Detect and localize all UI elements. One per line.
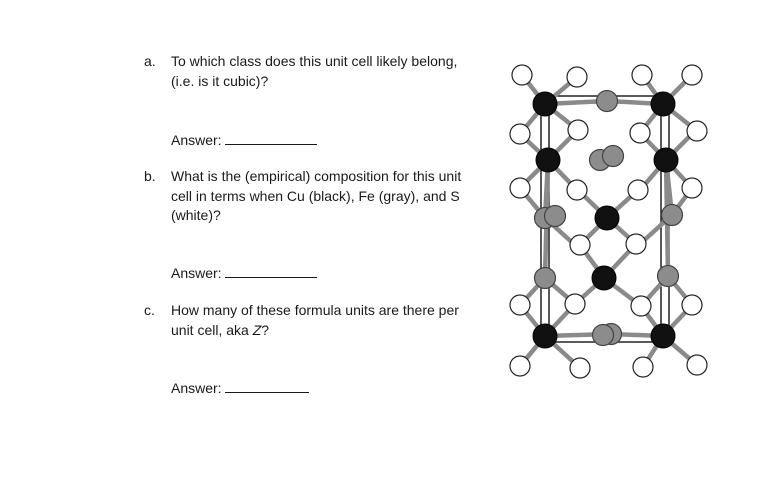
s-atom (567, 67, 587, 87)
s-atom (570, 235, 590, 255)
fe-atom (603, 146, 624, 167)
question-letter: b. (144, 168, 156, 184)
question-text-line: How many of these formula units are there per (171, 302, 459, 318)
s-atom (633, 357, 653, 377)
cu-atom (595, 206, 619, 230)
s-atom (567, 180, 587, 200)
question-b (144, 167, 494, 226)
cu-atom (654, 148, 678, 172)
s-atom (682, 178, 702, 198)
fe-atom (593, 325, 614, 346)
answer-a (171, 131, 317, 150)
fe-atom (545, 206, 566, 227)
s-atom (568, 120, 588, 140)
s-atom (626, 234, 646, 254)
fe-atom (535, 268, 556, 289)
question-text-line: To which class does this unit cell likely belong, (171, 53, 458, 69)
answer-label: Answer: (171, 265, 222, 281)
answer-c (171, 379, 309, 398)
s-atom (682, 295, 702, 315)
s-atom (687, 355, 707, 375)
s-atom (512, 65, 532, 85)
question-text-line: cell in terms when Cu (black), Fe (gray), and S (171, 187, 460, 204)
atoms (510, 65, 707, 378)
s-atom (628, 180, 648, 200)
question-letter: a. (144, 53, 156, 69)
answer-blank (225, 264, 317, 278)
answer-label: Answer: (171, 380, 222, 396)
answer-label: Answer: (171, 132, 222, 148)
answer-b (171, 264, 317, 283)
cu-atom (536, 148, 560, 172)
s-atom (632, 65, 652, 85)
question-text-line: What is the (empirical) composition for this unit (171, 168, 462, 184)
question-text-line: unit cell, aka Z? (171, 321, 270, 338)
cu-atom (592, 266, 616, 290)
question-c (144, 301, 494, 340)
s-atom (510, 356, 530, 376)
s-atom (510, 178, 530, 198)
answer-blank (225, 131, 317, 145)
s-atom (510, 124, 530, 144)
cu-atom (533, 92, 557, 116)
s-atom (687, 121, 707, 141)
cu-atom (533, 324, 557, 348)
s-atom (631, 296, 651, 316)
cu-atom (651, 92, 675, 116)
question-text-line: (white)? (171, 207, 221, 223)
question-text-line: (i.e. is it cubic)? (171, 72, 269, 89)
z-symbol: Z (252, 321, 262, 338)
s-atom (682, 65, 702, 85)
s-atom (510, 295, 530, 315)
question-letter: c. (144, 302, 155, 318)
unit-cell-figure (498, 52, 722, 382)
question-a (144, 52, 494, 91)
fe-atom (662, 205, 683, 226)
cu-atom (651, 324, 675, 348)
fe-atom (597, 91, 618, 112)
answer-blank (225, 379, 309, 393)
s-atom (630, 123, 650, 143)
s-atom (565, 294, 585, 314)
fe-atom (658, 266, 679, 287)
s-atom (570, 358, 590, 378)
